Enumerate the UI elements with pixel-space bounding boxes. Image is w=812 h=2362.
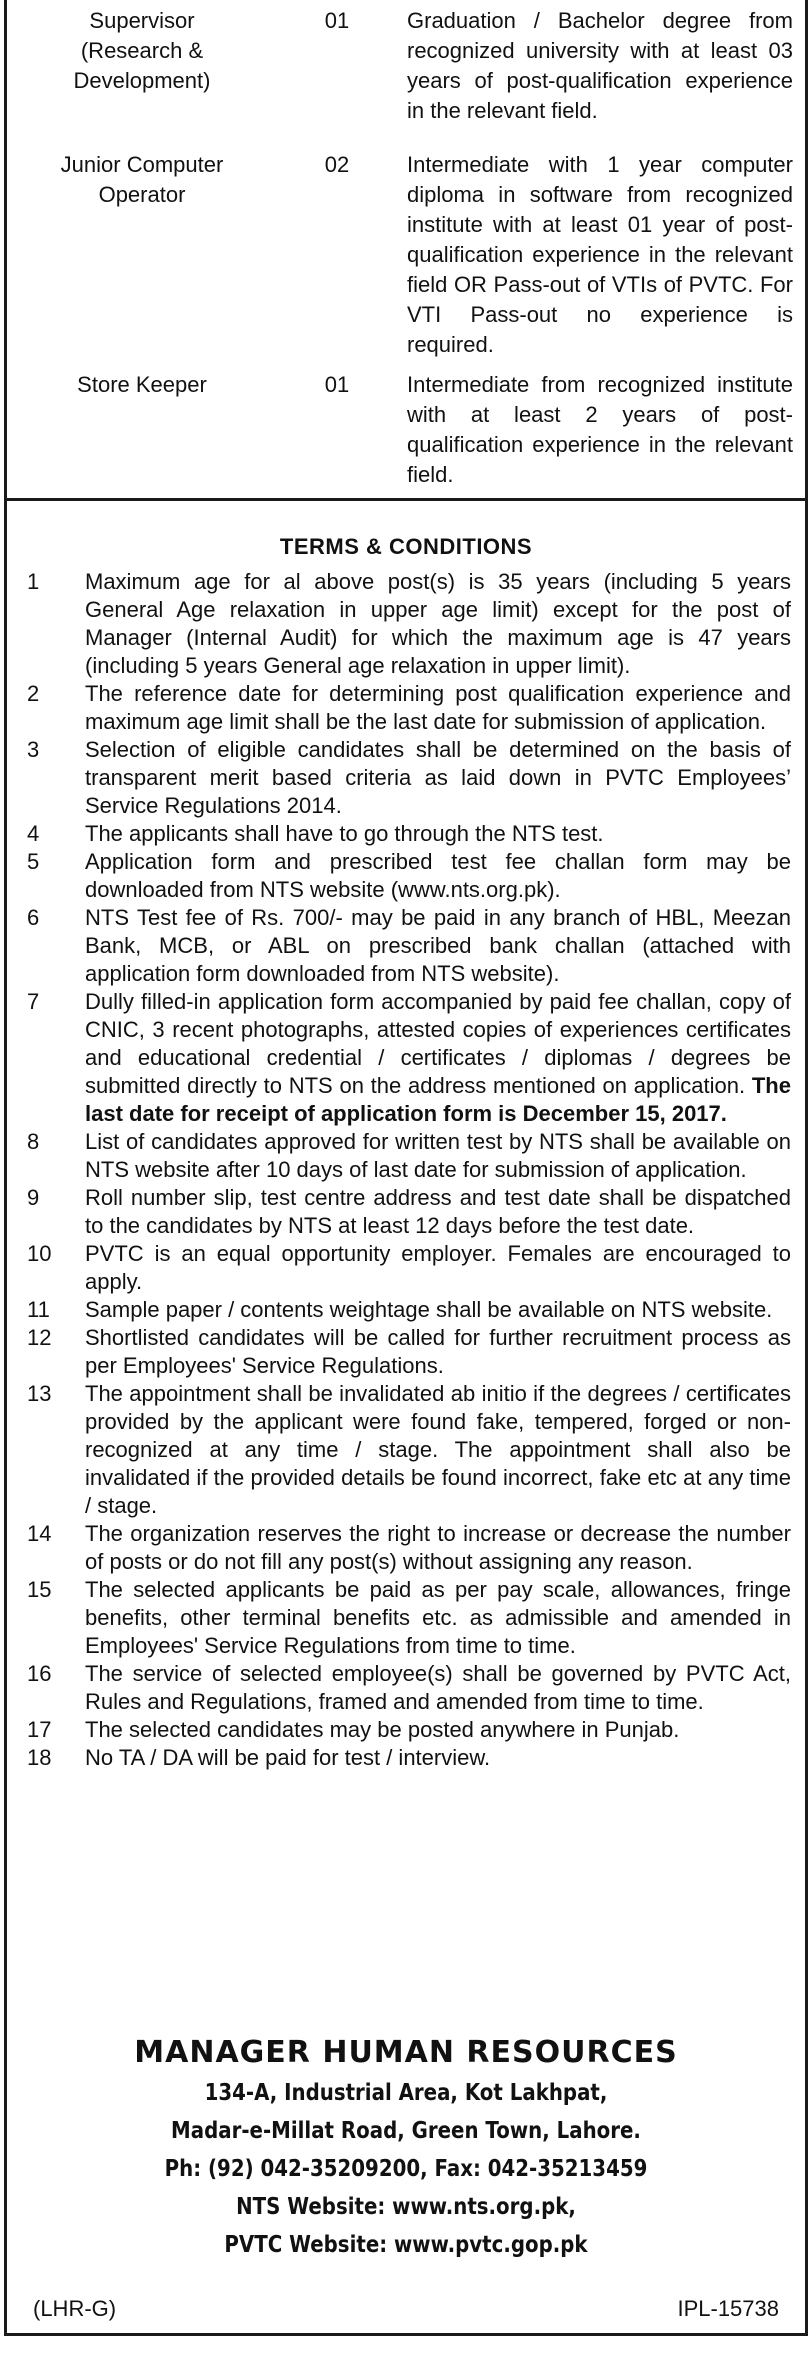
- post-title: [27, 6, 257, 96]
- term-number: 11: [27, 1297, 50, 1322]
- post-title-line: Supervisor: [89, 8, 195, 33]
- term-number: 9: [27, 1185, 40, 1210]
- term-text: Shortlisted candidates will be called for further recruitment process as per Employees' Service Regulations.: [85, 1325, 791, 1378]
- post-title-line: Junior Computer: [60, 152, 224, 177]
- post-title-line: Operator: [98, 182, 186, 207]
- term-number: 17: [27, 1717, 52, 1742]
- ad-reference-code: IPL-15738: [677, 2296, 779, 2321]
- term-number: 12: [27, 1325, 52, 1350]
- term-item: [7, 904, 805, 988]
- term-item: [7, 1324, 805, 1380]
- footer-pvtc-website: PVTC Website: www.pvtc.gop.pk: [224, 2232, 588, 2258]
- term-item: [7, 1744, 805, 1772]
- term-number: 8: [27, 1129, 40, 1154]
- term-text: The organization reserves the right to increase or decrease the number of posts or do not fill any post(s) without assigning any reason.: [85, 1521, 791, 1574]
- footer-nts-website: NTS Website: www.nts.org.pk,: [236, 2194, 576, 2220]
- term-number: 13: [27, 1381, 52, 1406]
- term-text: Maximum age for al above post(s) is 35 years (including 5 years General Age relaxation in upper age limit) except for the post of Manager (Internal Audit) for which the maximum age is 47 years (including 5 years General age relaxation in upper limit).: [85, 569, 791, 678]
- term-text: NTS Test fee of Rs. 700/- may be paid in any branch of HBL, Meezan Bank, MCB, or ABL on prescribed bank challan (attached with application form downloaded from NTS website).: [85, 905, 791, 986]
- term-item: [7, 680, 805, 736]
- term-item: [7, 1660, 805, 1716]
- term-text: The reference date for determining post qualification experience and maximum age limit shall be the last date for submission of application.: [85, 681, 791, 734]
- footer-title: MANAGER HUMAN RESOURCES: [134, 2035, 678, 2070]
- post-qualification: Graduation / Bachelor degree from recognized university with at least 03 years of post-qualification experience in the relevant field.: [407, 8, 793, 123]
- section-divider: [7, 498, 805, 501]
- terms-heading: TERMS & CONDITIONS: [279, 534, 533, 559]
- term-number: 1: [27, 569, 40, 594]
- term-item: [7, 1576, 805, 1660]
- term-text: List of candidates approved for written test by NTS shall be available on NTS website after 10 days of last date for submission of application.: [85, 1129, 791, 1182]
- term-number: 6: [27, 905, 40, 930]
- term-item: [7, 848, 805, 904]
- term-item: [7, 1716, 805, 1744]
- term-number: 3: [27, 737, 40, 762]
- term-text: The service of selected employee(s) shall be governed by PVTC Act, Rules and Regulations, framed and amended from time to time.: [85, 1661, 791, 1714]
- term-number: 2: [27, 681, 40, 706]
- post-qualification: Intermediate with 1 year computer diploma in software from recognized institute with at least 01 year of post-qualification experience in the relevant field OR Pass-out of VTIs of PVTC. For VTI Pass-out no experience is required.: [407, 152, 793, 357]
- term-item: [7, 1380, 805, 1520]
- post-count: 01: [324, 372, 350, 397]
- term-item: [7, 1240, 805, 1296]
- post-title: [27, 370, 257, 400]
- footer-address-line: Madar-e-Millat Road, Green Town, Lahore.: [171, 2118, 641, 2144]
- term-item: [7, 1296, 805, 1324]
- post-count: 02: [324, 152, 350, 177]
- term-number: 15: [27, 1577, 52, 1602]
- term-text-body: Dully filled-in application form accompanied by paid fee challan, copy of CNIC, 3 recent photographs, attested copies of experiences certificates and educational credential / certificates / diplomas / degrees be submitted directly to NTS on the address mentioned on application.: [85, 989, 791, 1098]
- terms-list: [7, 568, 805, 1772]
- term-text: Selection of eligible candidates shall be determined on the basis of transparent merit based criteria as laid down in PVTC Employees’ Service Regulations 2014.: [85, 737, 791, 818]
- last-date-notice: The last date for receipt of application form is December 15, 2017.: [85, 1073, 791, 1126]
- post-count: 01: [324, 8, 350, 33]
- term-item: [7, 988, 805, 1128]
- term-number: 14: [27, 1521, 52, 1546]
- term-item: [7, 568, 805, 680]
- term-text: Sample paper / contents weightage shall be available on NTS website.: [85, 1297, 773, 1322]
- advertisement-frame: [4, 0, 808, 2336]
- term-text: PVTC is an equal opportunity employer. Females are encouraged to apply.: [85, 1241, 791, 1294]
- post-title-line: (Research &: [80, 38, 204, 63]
- post-qualification: Intermediate from recognized institute with at least 2 years of post-qualification experience in the relevant field.: [407, 372, 793, 487]
- term-item: [7, 820, 805, 848]
- footer-phone: Ph: (92) 042-35209200, Fax: 042-35213459: [164, 2156, 648, 2182]
- term-text: The selected candidates may be posted anywhere in Punjab.: [85, 1717, 680, 1742]
- term-number: 18: [27, 1745, 52, 1770]
- term-number: 4: [27, 821, 40, 846]
- term-number: 7: [27, 989, 40, 1014]
- term-text: Application form and prescribed test fee challan form may be downloaded from NTS website (www.nts.org.pk).: [85, 849, 791, 902]
- contact-footer: [7, 2032, 805, 2264]
- term-text: Roll number slip, test centre address and test date shall be dispatched to the candidates by NTS at least 12 days before the test date.: [85, 1185, 791, 1238]
- term-number: 16: [27, 1661, 52, 1686]
- post-title-line: Store Keeper: [77, 372, 207, 397]
- post-title: [27, 150, 257, 210]
- term-text: The appointment shall be invalidated ab initio if the degrees / certificates provided by the applicant were found fake, tempered, forged or non-recognized at any time / stage. The appointment shall also be invalidated if the provided details be found incorrect, fake etc at any time / stage.: [85, 1381, 791, 1518]
- post-title-line: Development): [73, 68, 211, 93]
- term-item: [7, 736, 805, 820]
- footer-address-line: 134-A, Industrial Area, Kot Lakhpat,: [204, 2080, 608, 2106]
- term-item: [7, 1520, 805, 1576]
- region-code: (LHR-G): [33, 2296, 117, 2321]
- term-item: [7, 1128, 805, 1184]
- term-number: 5: [27, 849, 40, 874]
- term-text: The applicants shall have to go through the NTS test.: [85, 821, 604, 846]
- term-item: [7, 1184, 805, 1240]
- term-text: No TA / DA will be paid for test / interview.: [85, 1745, 491, 1770]
- term-number: 10: [27, 1241, 52, 1266]
- term-text: [85, 988, 791, 1128]
- term-text: The selected applicants be paid as per pay scale, allowances, fringe benefits, other terminal benefits etc. as admissible and amended in Employees' Service Regulations from time to time.: [85, 1577, 791, 1658]
